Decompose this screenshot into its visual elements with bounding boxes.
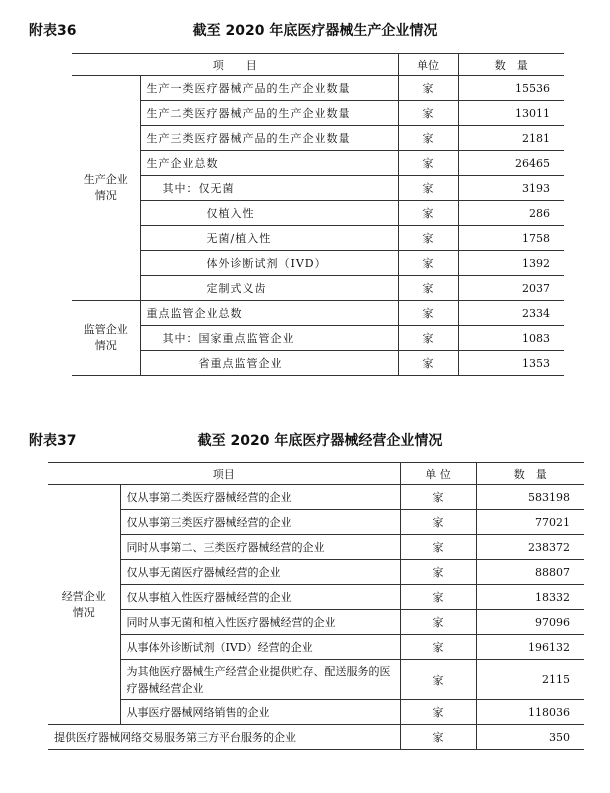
- row-unit: 家: [398, 301, 458, 326]
- header-unit: 单 位: [400, 463, 476, 485]
- row-item: 提供医疗器械网络交易服务第三方平台服务的企业: [48, 725, 400, 750]
- header-value: 数 量: [458, 54, 564, 76]
- row-value: 13011: [458, 101, 564, 126]
- row-item: 仅从事植入性医疗器械经营的企业: [120, 585, 400, 610]
- row-item: 为其他医疗器械生产经营企业提供贮存、配送服务的医疗器械经营企业: [120, 660, 400, 700]
- row-unit: 家: [398, 226, 458, 251]
- row-unit: 家: [398, 251, 458, 276]
- row-item: 重点监管企业总数: [140, 301, 398, 326]
- header-value: 数 量: [476, 463, 584, 485]
- table-row: [72, 326, 564, 351]
- group-label-line: 监管企业: [83, 323, 128, 336]
- row-item: 体外诊断试剂（IVD）: [140, 251, 398, 276]
- table-row: [72, 126, 564, 151]
- table-row: [72, 351, 564, 376]
- table-row: [48, 700, 584, 725]
- row-value: 118036: [476, 700, 584, 725]
- row-unit: 家: [400, 510, 476, 535]
- row-value: 1353: [458, 351, 564, 376]
- row-item: 仅从事第三类医疗器械经营的企业: [120, 510, 400, 535]
- table-row: [72, 76, 564, 101]
- table36-header-row: [72, 54, 564, 76]
- row-unit: 家: [398, 76, 458, 101]
- row-unit: 家: [400, 700, 476, 725]
- row-value: 583198: [476, 485, 584, 510]
- row-value: 26465: [458, 151, 564, 176]
- row-item: 仅从事无菌医疗器械经营的企业: [120, 560, 400, 585]
- row-unit: 家: [398, 351, 458, 376]
- table-row: [48, 560, 584, 585]
- row-unit: 家: [398, 326, 458, 351]
- row-unit: 家: [398, 201, 458, 226]
- group-label-line: 情况: [94, 189, 117, 202]
- row-item: 同时从事第二、三类医疗器械经营的企业: [120, 535, 400, 560]
- row-unit: 家: [400, 610, 476, 635]
- table-row: [72, 251, 564, 276]
- row-value: 97096: [476, 610, 584, 635]
- row-value: 238372: [476, 535, 584, 560]
- table-row: [72, 301, 564, 326]
- row-item: 从事医疗器械网络销售的企业: [120, 700, 400, 725]
- group-label-line: 经营企业: [61, 589, 106, 603]
- row-item: 生产三类医疗器械产品的生产企业数量: [140, 126, 398, 151]
- table36-label: 附表36: [29, 23, 77, 39]
- row-value: 196132: [476, 635, 584, 660]
- row-unit: 家: [398, 126, 458, 151]
- group-label-line: 生产企业: [83, 173, 128, 186]
- table36: [72, 53, 564, 376]
- row-unit: 家: [400, 560, 476, 585]
- row-value: 77021: [476, 510, 584, 535]
- row-unit: 家: [400, 660, 476, 700]
- row-value: 2181: [458, 126, 564, 151]
- table37-header-row: [48, 463, 584, 485]
- row-unit: 家: [398, 151, 458, 176]
- row-item: 仅从事第二类医疗器械经营的企业: [120, 485, 400, 510]
- group-label: [48, 485, 120, 725]
- row-item: 仅植入性: [140, 201, 398, 226]
- row-unit: 家: [400, 535, 476, 560]
- table-row: [72, 151, 564, 176]
- row-item: 其中：仅无菌: [140, 176, 398, 201]
- table-row: [48, 510, 584, 535]
- row-value: 1392: [458, 251, 564, 276]
- table-row: [48, 660, 584, 700]
- table-row: [48, 725, 584, 750]
- row-value: 1758: [458, 226, 564, 251]
- row-value: 350: [476, 725, 584, 750]
- row-unit: 家: [398, 101, 458, 126]
- table36-title: 截至 2020 年底医疗器械生产企业情况: [192, 23, 438, 39]
- row-item: 省重点监管企业: [140, 351, 398, 376]
- table37: [48, 462, 584, 750]
- table-row: [48, 585, 584, 610]
- row-unit: 家: [398, 276, 458, 301]
- row-unit: 家: [400, 485, 476, 510]
- table-row: [48, 635, 584, 660]
- row-value: 2037: [458, 276, 564, 301]
- table37-title: 截至 2020 年底医疗器械经营企业情况: [197, 433, 443, 449]
- row-item: 从事体外诊断试剂（IVD）经营的企业: [120, 635, 400, 660]
- row-item: 同时从事无菌和植入性医疗器械经营的企业: [120, 610, 400, 635]
- row-item: 生产二类医疗器械产品的生产企业数量: [140, 101, 398, 126]
- row-item: 定制式义齿: [140, 276, 398, 301]
- row-value: 15536: [458, 76, 564, 101]
- table37-label: 附表37: [29, 433, 77, 449]
- row-value: 2334: [458, 301, 564, 326]
- row-value: 1083: [458, 326, 564, 351]
- header-item: 项目: [48, 463, 400, 485]
- header-unit: 单位: [398, 54, 458, 76]
- row-value: 3193: [458, 176, 564, 201]
- row-unit: 家: [400, 585, 476, 610]
- group-label: [72, 301, 140, 376]
- row-item: 生产一类医疗器械产品的生产企业数量: [140, 76, 398, 101]
- table-row: [48, 610, 584, 635]
- table-row: [48, 535, 584, 560]
- group-label: [72, 76, 140, 301]
- row-unit: 家: [398, 176, 458, 201]
- table-row: [72, 226, 564, 251]
- table-row: [72, 101, 564, 126]
- row-item: 生产企业总数: [140, 151, 398, 176]
- row-item: 其中：国家重点监管企业: [140, 326, 398, 351]
- row-value: 18332: [476, 585, 584, 610]
- row-value: 2115: [476, 660, 584, 700]
- table-row: [48, 485, 584, 510]
- row-unit: 家: [400, 635, 476, 660]
- row-item: 无菌/植入性: [140, 226, 398, 251]
- group-label-line: 情况: [94, 339, 117, 352]
- row-unit: 家: [400, 725, 476, 750]
- table-row: [72, 176, 564, 201]
- table-row: [72, 276, 564, 301]
- table-row: [72, 201, 564, 226]
- group-label-line: 情况: [72, 605, 95, 619]
- header-item: 项 目: [72, 54, 398, 76]
- row-value: 88807: [476, 560, 584, 585]
- row-value: 286: [458, 201, 564, 226]
